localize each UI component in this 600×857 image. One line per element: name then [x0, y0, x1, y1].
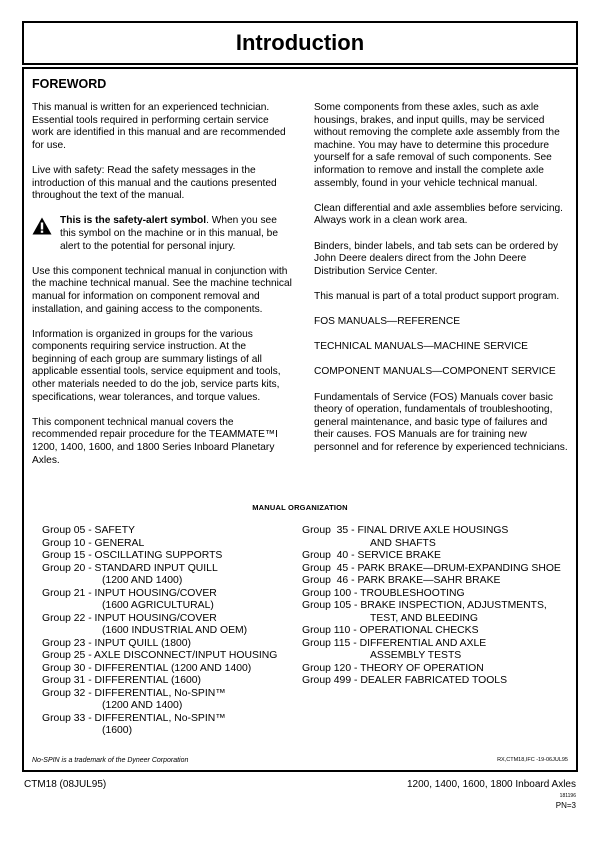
group-list-left — [42, 525, 304, 738]
safety-alert-text — [60, 215, 292, 253]
safety-alert — [32, 215, 292, 253]
alert-body: . When you see this symbol on the machine or in this manual, be alert to the potential for personal injury. — [60, 215, 279, 252]
group-line-continued: (1600 AGRICULTURAL) — [102, 600, 214, 611]
group-line: Group 20 - STANDARD INPUT QUILL — [42, 562, 218, 574]
group-line: Group 33 - DIFFERENTIAL, No-SPIN™ — [42, 712, 226, 724]
alert-bold: This is the safety-alert symbol — [60, 215, 207, 227]
paragraph: Use this component technical manual in conjunction with the machine technical manual. See the machine technical manual for information on component removal and installation, and gaining access to the components. — [32, 265, 292, 315]
group-line: Group 22 - INPUT HOUSING/COVER — [42, 612, 217, 624]
group-item — [302, 663, 574, 676]
group-line: Group 32 - DIFFERENTIAL, No-SPIN™ — [42, 687, 226, 699]
organization-title: MANUAL ORGANIZATION — [252, 503, 348, 512]
left-column — [32, 102, 292, 480]
group-line: Group 10 - GENERAL — [42, 537, 145, 549]
group-item — [42, 663, 304, 676]
group-item — [42, 563, 304, 588]
group-line: Group 35 - FINAL DRIVE AXLE HOUSINGS — [302, 525, 509, 536]
group-item — [42, 550, 304, 563]
manual-type: TECHNICAL MANUALS—MACHINE SERVICE — [314, 341, 528, 353]
reference-code: RX,CTM18,IFC -19-06JUL95 — [497, 757, 568, 763]
group-line-continued: (1200 AND 1400) — [102, 700, 183, 711]
group-line: Group 30 - DIFFERENTIAL (1200 AND 1400) — [42, 662, 252, 674]
group-item — [302, 575, 574, 588]
group-line: Group 100 - TROUBLESHOOTING — [302, 587, 465, 599]
group-item — [302, 600, 574, 625]
group-line: Group 23 - INPUT QUILL (1800) — [42, 637, 191, 649]
section-heading: FOREWORD — [32, 77, 107, 91]
group-line-continued: TEST, AND BLEEDING — [370, 612, 478, 624]
footer-product: 1200, 1400, 1600, 1800 Inboard Axles — [406, 779, 576, 790]
group-line-continued: (1600 INDUSTRIAL AND OEM) — [102, 625, 248, 636]
paragraph: This manual is written for an experienced technician. Essential tools required in performing certain service work are identified in this manual and are recommended for use. — [32, 102, 286, 151]
group-line: Group 105 - BRAKE INSPECTION, ADJUSTMENTS, — [302, 600, 547, 611]
group-line: Group 21 - INPUT HOUSING/COVER — [42, 587, 217, 599]
group-item — [302, 550, 574, 563]
group-line: Group 499 - DEALER FABRICATED TOOLS — [302, 675, 508, 686]
group-item — [302, 625, 574, 638]
group-line-continued: AND SHAFTS — [370, 537, 436, 549]
group-item — [42, 525, 304, 538]
group-line: Group 115 - DIFFERENTIAL AND AXLE — [302, 637, 487, 649]
paragraph: Clean differential and axle assemblies before servicing. Always work in a clean work area. — [314, 202, 563, 227]
group-line: Group 40 - SERVICE BRAKE — [302, 550, 441, 561]
paragraph: This component technical manual covers the recommended repair procedure for the TEAMMATE™I 1200, 1400, 1600, and 1800 Series Inboard Planetary Axles. — [32, 416, 278, 466]
paragraph: Some components from these axles, such as axle housings, brakes, and input quills, may be serviced without removing the complete axle assembly from the machine. You may have to determine this procedure yourself for a safe removal of such components. See information to remove and install the complete axle assembly, found in your vehicle technical manual. — [314, 102, 560, 189]
group-item — [42, 650, 304, 663]
manual-type: FOS MANUALS—REFERENCE — [314, 316, 461, 328]
right-column — [314, 102, 569, 467]
group-line: Group 25 - AXLE DISCONNECT/INPUT HOUSING — [42, 650, 278, 661]
group-line: Group 05 - SAFETY — [42, 525, 135, 536]
group-item — [302, 638, 574, 663]
page-number: PN=3 — [555, 801, 576, 810]
safety-alert-icon — [32, 217, 52, 235]
foreword-section — [22, 67, 578, 772]
group-line: Group 46 - PARK BRAKE—SAHR BRAKE — [302, 575, 501, 586]
group-item — [42, 675, 304, 688]
group-item — [42, 638, 304, 651]
group-list-right — [302, 525, 574, 688]
group-item — [42, 538, 304, 551]
paragraph: Information is organized in groups for the various components requiring service instruction. At the beginning of each group are summary listings of all applicable essential tools, service equipment and tools, other materials needed to do the job, service parts kits, specifications, wear tolerances, and torque values. — [32, 328, 281, 403]
paragraph: This manual is part of a total product support program. — [314, 290, 560, 302]
group-line: Group 15 - OSCILLATING SUPPORTS — [42, 550, 223, 561]
group-item — [302, 588, 574, 601]
footer-small-code: 181196 — [559, 793, 576, 799]
group-line-continued: (1600) — [102, 725, 133, 736]
trademark-footnote: No-SPIN is a trademark of the Dyneer Corporation — [32, 757, 189, 764]
page-title: Introduction — [235, 30, 365, 55]
group-line-continued: (1200 AND 1400) — [102, 575, 183, 586]
manual-type: COMPONENT MANUALS—COMPONENT SERVICE — [314, 366, 556, 378]
group-line: Group 45 - PARK BRAKE—DRUM-EXPANDING SHOE — [302, 562, 561, 574]
group-line: Group 120 - THEORY OF OPERATION — [302, 662, 484, 674]
paragraph: Fundamentals of Service (FOS) Manuals cover basic theory of operation, fundamentals of troubleshooting, general maintenance, and basic type of failures and their causes. FOS Manuals are for training new personnel and for reference by experienced technicians. — [314, 391, 568, 454]
group-line: Group 110 - OPERATIONAL CHECKS — [302, 625, 479, 636]
group-item — [42, 613, 304, 638]
group-item — [302, 525, 574, 550]
group-item — [42, 688, 304, 713]
group-item — [302, 563, 574, 576]
paragraph: Binders, binder labels, and tab sets can be ordered by John Deere dealers direct from the John Deere Distribution Service Center. — [314, 240, 559, 277]
title-box — [22, 21, 578, 65]
paragraph: Live with safety: Read the safety messages in the introduction of this manual and the cautions presented throughout the text of the manual. — [32, 164, 277, 202]
group-item — [302, 675, 574, 688]
group-item — [42, 588, 304, 613]
footer-manual-id: CTM18 (08JUL95) — [24, 779, 107, 790]
group-line: Group 31 - DIFFERENTIAL (1600) — [42, 675, 201, 686]
group-line-continued: ASSEMBLY TESTS — [370, 650, 462, 661]
group-item — [42, 713, 304, 738]
